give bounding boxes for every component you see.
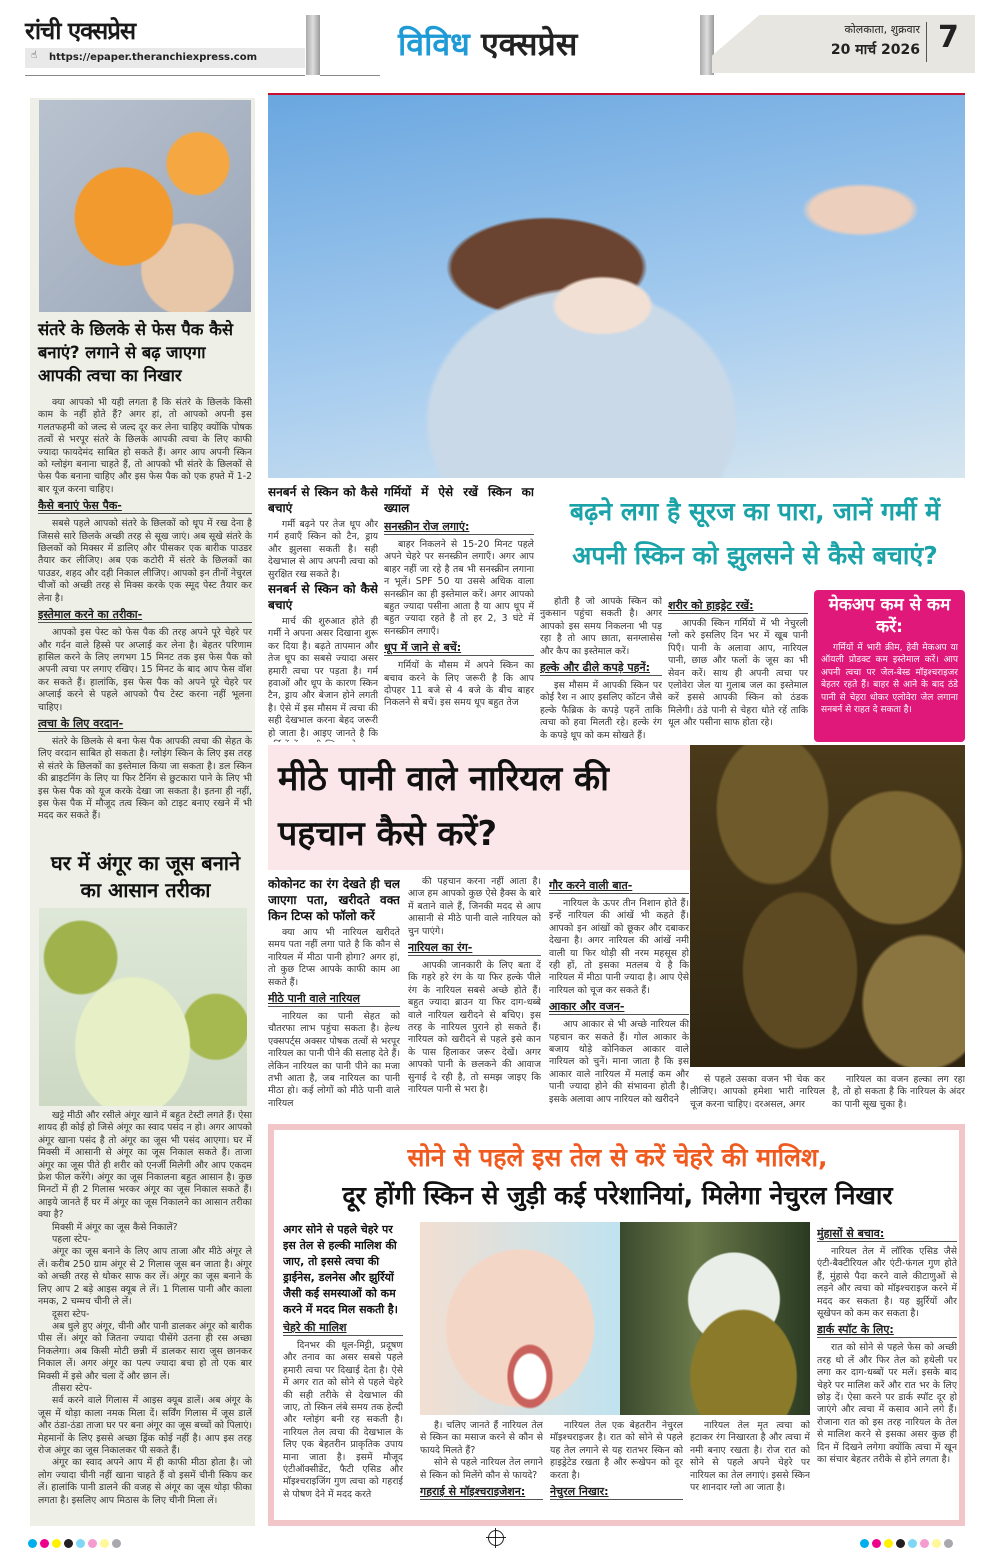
subheading: इस्तेमाल करने का तरीका- [38, 607, 252, 623]
paragraph: नारियल का वजन हल्का लग रहा है, तो हो सकता है कि नारियल के अंदर का पानी सूख चुका है। [832, 1074, 965, 1110]
subheading: नारियल का रंग- [408, 940, 541, 956]
subheading: शरीर को हाइड्रेट रखें: [668, 598, 808, 614]
subheading: हल्के और ढीले कपड़े पहनें: [540, 660, 662, 676]
paragraph: की पहचान करना नहीं आता है। आज हम आपको कुछ ऐसे हैक्स के बारे में बताने वाले हैं, जिनकी मदद से आप आसानी से मीठे पानी वाले नारियल को चुन पाएंगे। [408, 876, 541, 937]
subheading: सनबर्न से स्किन को कैसे बचाएं [268, 582, 378, 613]
header-pillar [306, 15, 320, 75]
orange-peel-photo [39, 100, 251, 312]
section-title: विविध एक्सप्रेस [398, 25, 578, 63]
coconut-col-5 [832, 1074, 965, 1120]
sun-woman-photo [268, 93, 965, 478]
oil-col-3 [550, 1420, 683, 1520]
coconut-col-1 [268, 876, 400, 1122]
subheading: मुंहासों से बचाव: [817, 1226, 957, 1242]
paragraph: सोने से पहले नारियल तेल लगाने से स्किन को मिलेंगे कौन से फायदे? [420, 1457, 543, 1481]
color-dot [88, 1539, 97, 1548]
color-dot [944, 1539, 953, 1548]
subheading: मीठे पानी वाले नारियल [268, 991, 400, 1007]
paragraph: नारियल के ऊपर तीन निशान होते हैं। इन्हें नारियल की आंखें भी कहते हैं। आपको इन आंखों को छूकर और दबाकर देखना है। अगर नारियल की आंखें नमी वाली या फिर थोड़ी सी नरम महसूस हो रही हों, तो इसका मतलब ये है कि नारियल में मीठा पानी ज्यादा है। आप ऐसे नारियल को चूज कर सकते हैं। [549, 898, 689, 996]
paragraph: मिक्सी में अंगूर का जूस कैसे निकालें? [52, 1221, 178, 1233]
subheading: चेहरे की मालिश [283, 1320, 403, 1336]
paragraph: गर्मियों के मौसम में अपने स्किन का बचाव करने के लिए जरूरी है कि आप दोपहर 11 बजे से 4 बजे के बीच बाहर निकलने से बचें। इस समय धूप बहुत तेज [384, 660, 534, 709]
paragraph: रात को सोने से पहले फेस को अच्छी तरह धो लें और फिर तेल को हथेली पर लगा कर दाग-धब्बों पर मलें। इसके बाद चेहरे पर मालिश करें और रात भर के लिए छोड़ दें। ऐसा करने पर डार्क स्पॉट दूर हो जाएंगे और त्वचा में कसाव आने लगे हैं। रोजाना रात को इस तरह नारियल के तेल से मालिश करने से इसका असर कुछ ही दिन में दिखने लगेगा क्योंकि त्वचा में खून का संचार बेहतर तरीके से होने लगता है। [817, 1342, 957, 1466]
color-dot [920, 1539, 929, 1548]
color-registration-dots [28, 1533, 124, 1552]
intro-text: अगर सोने से पहले चेहरे पर इस तेल से हल्की मालिश की जाए, तो इससे त्वचा की ड्राईनेस, डलनेस और झुर्रियों जैसी कई समस्याओं को कम करने में मदद मिल सकती है। [283, 1223, 398, 1316]
subheading: गर्मियों में ऐसे रखें स्किन का ख्याल [384, 485, 534, 515]
subheading: नेचुरल निखार: [550, 1484, 683, 1500]
subheading: सनस्क्रीन रोज लगाएं: [384, 519, 534, 535]
smiling-woman-photo [420, 1222, 620, 1415]
city-day: कोलकाता, शुक्रवार [844, 23, 920, 36]
subheading: डार्क स्पॉट के लिए: [817, 1322, 957, 1338]
makeup-tip-box [814, 590, 965, 742]
paragraph: खट्टे मीठी और रसीले अंगूर खाने में बहुत टेस्टी लगते हैं। ऐसा शायद ही कोई हो जिसे अंगूर का स्वाद पसंद न हो। अगर आपको अंगूर खाना पसंद है तो अंगूर का जूस भी पसंद आएगा। घर में मिक्सी में आसानी से अंगूर का जूस निकाल सकते हैं। ताजा अंगूर का जूस पीते ही शरीर को एनर्जी मिलेगी और आप एकदम फ्रेश फील करेंगे। अंगूर का जूस निकालना बहुत आसान है। कुछ मिनटों में ही 2 गिलास भरकर अंगूर का जूस निकाल सकते हैं। आइये जानते हैं घर में अंगूर का जूस निकालने का आसान तरीका क्या है? [38, 1110, 252, 1221]
oil-col-2 [420, 1420, 543, 1520]
coconut-col-3 [549, 876, 689, 1122]
paragraph: सर्व करने वाले गिलास में आइस क्यूब डालें। अब अंगूर के जूस में थोड़ा काला नमक मिला दें। सर्विंग गिलास में जूस डालें और ठंडा-ठंडा ताजा घर पर बना अंगूर का जूस बच्चों को पिलाएं। मेहमानों के लिए इससे अच्छा ड्रिंक कोई नहीं है। आप इस तरह रोज अंगूर का जूस निकालकर पी सकते हैं। [38, 1395, 252, 1456]
paragraph: सबसे पहले आपको संतरे के छिलकों को धूप में रख देना है जिससे सारे छिलके अच्छी तरह से सूख जाएं। अब सूखे संतरे के छिलकों को मिक्सर में डालिए और पीसकर एक बारीक पाउडर तैयार कर लीजिए। अब एक कटोरी में संतरे के छिलकों का पाउडर, शहद और दही निकाल लीजिए। आपको इन तीनों नेचुरल चीजों को अच्छी तरह से मिक्स करके एक स्मूद पेस्ट तैयार कर लेना है। [38, 518, 252, 604]
makeup-tip-text: गर्मियों में भारी क्रीम, हेवी मेकअप या ऑयली प्रोडक्ट कम इस्तेमाल करें। आप अपनी त्वचा पर जेल-बेस्ड मॉइश्चराइजर बेहतर रहते हैं। बाहर से आने के बाद ठंडे पानी से चेहरा धोकर एलोवेरा जेल लगाना सनबर्न से राहत दे सकता है। [821, 643, 958, 716]
sun-col-1 [268, 484, 378, 742]
color-dot [76, 1539, 85, 1548]
coconut-col-4 [690, 1074, 825, 1120]
paragraph: बाहर निकलने से 15-20 मिनट पहले अपने चेहरे पर सनस्क्रीन लगाएँ। अगर आप बाहर नहीं जा रहे है तब भी सनस्क्रीन लगाना न भूलें। SPF 50 या उससे अधिक वाला सनस्क्रीन का ही इस्तेमाल करें। अगर आपको बहुत ज्यादा पसीना आता है या आप धूप में बहुत ज्यादा रहते है तो हर 2, 3 घंटे में सनस्क्रीन लगाएँ। [384, 539, 534, 637]
issue-date: 20 मार्च 2026 [830, 42, 920, 58]
paragraph: गर्मी बढ़ने पर तेज धूप और गर्म हवाएँ स्किन को टैन, ड्राय और झुलसा सकती है। सही देखभाल से आप अपनी त्वचा को सुरक्षित रख सकते है। [268, 519, 378, 580]
oil-headline-2: दूर होंगी स्किन से जुड़ी कई परेशानियां, मिलेगा नेचुरल निखार [342, 1181, 893, 1210]
page-number: 7 [938, 20, 959, 55]
color-dot [112, 1539, 121, 1548]
header-pillar [700, 15, 714, 75]
color-dot [52, 1539, 61, 1548]
color-dot [896, 1539, 905, 1548]
paragraph: मार्च की शुरुआत होते ही गर्मी ने अपना असर दिखाना शुरू कर दिया है। बढ़ते तापमान और तेज धूप का सबसे ज्यादा असर हमारी त्वचा पर पड़ता है। गर्म हवाओं और धूप के कारण स्किन टैन, ड्राय और बेजान होने लगती है। ऐसे में इस मौसम में त्वचा की सही देखभाल करना बेहद जरूरी हो जाता है। आइए जानते है कि [268, 616, 378, 739]
color-dot [932, 1539, 941, 1548]
paragraph: नारियल तेल में लॉरिक एसिड जैसे एंटी-बैक्टीरियल और एंटी-फंगल गुण होते हैं, मुंहासे पैदा करने वाले कीटाणुओं से लड़ने और त्वचा को मॉइश्चराइज करने में मदद कर सकता है। यह झुर्रियों और सूखेपन को कम कर सकता है। [817, 1246, 957, 1320]
subheading: कैसे बनाएं फेस पैक- [38, 498, 252, 514]
paragraph: संतरे के छिलके से बना फेस पैक आपकी त्वचा की सेहत के लिए वरदान साबित हो सकता है। ग्लोइंग स्किन के लिए इस तरह से संतरे के छिलकों का इस्तेमाल किया जा सकता है। डल स्किन की ब्राइटनिंग के लिए या फिर टैनिंग से छुटकारा पाने के लिए भी इस फेस पैक को यूज करके देखा जा सकता है। इतना ही नहीं, इस फेस पैक में मौजूद तत्व स्किन को टाइट बनाए रखने में भी मदद कर सकते हैं। [38, 735, 252, 822]
oil-col-4 [690, 1420, 810, 1520]
subheading: गौर करने वाली बात- [549, 878, 689, 894]
coconut-headline: मीठे पानी वाले नारियल की पहचान कैसे करें? [278, 759, 609, 854]
color-dot [64, 1539, 73, 1548]
paragraph: आपको इस पेस्ट को फेस पैक की तरह अपने पूरे चेहरे पर और गर्दन वाले हिस्से पर अप्लाई कर लेना है। बेहतर परिणाम हासिल करने के लिए लगभग 15 मिनट तक इस फेस पैक को अपनी त्वचा पर लगाए रखिए। 15 मिनट के बाद आप फेस वॉश कर सकते हैं। हालांकि, इस फेस पैक को अपने पूरे चेहरे पर अप्लाई करने से पहले आपको पैच टेस्ट करना नहीं भूलना चाहिए। [38, 627, 252, 713]
grape-juice-photo [39, 908, 247, 1106]
orange-headline: संतरे के छिलके से फेस पैक कैसे बनाएं? लगाने से बढ़ जाएगा आपकी त्वचा का निखार [38, 320, 234, 385]
paragraph: दिनभर की धूल-मिट्टी, प्रदूषण और तनाव का असर सबसे पहले हमारी त्वचा पर दिखाई देता है। ऐसे में अगर रात को सोने से पहले चेहरे की सही तरीके से देखभाल की जाए, तो स्किन लंबे समय तक हेल्दी और ग्लोइंग बनी रह सकती है। नारियल तेल त्वचा की देखभाल के लिए एक बेहतरीन प्राकृतिक उपाय माना जाता है। इसमें मौजूद एंटीऑक्सीडेंट, फैटी एसिड और मॉइश्चराइजिंग गुण त्वचा को गहराई से पोषण देने में मदद करते [283, 1340, 403, 1500]
paragraph: होती है जो आपके स्किन को नुकसान पहुंचा सकती है। अगर आपको इस समय निकलना भी पड़ रहा है तो आप छाता, सनग्लासेस और कैप का इस्तेमाल करें। [540, 596, 662, 657]
color-dot [40, 1539, 49, 1548]
coconut-oil-photo [620, 1222, 810, 1415]
sun-col-4 [668, 596, 808, 742]
subheading: धूप में जाने से बचें: [384, 640, 534, 656]
paragraph: से पहले उसका वजन भी चेक कर लीजिए। आपको हमेशा भारी नारियल चूज करना चाहिए। दरअसल, अगर [690, 1074, 825, 1110]
paragraph: इस मौसम में आपकी स्किन पर कोई रैश न आए इसलिए कॉटन जैसे हल्के फैब्रिक के कपड़े पहनें ताकि त्वचा को हवा मिलती रहे। हल्के रंग के कपड़े धूप को कम सोखते हैं। [540, 680, 662, 741]
coconut-photo [690, 745, 965, 1067]
color-dot [100, 1539, 109, 1548]
paragraph: क्या आपको भी यही लगता है कि संतरे के छिलके किसी काम के नहीं होते हैं? अगर हां, तो आपको अपनी इस गलतफहमी को जल्द से जल्द दूर कर लेना चाहिए क्योंकि पोषक तत्वों से भरपूर संतरे के छिलके आपकी त्वचा के लिए काफी ज्यादा फायदेमंद साबित हो सकते हैं। अगर आप अपनी स्किन को ग्लोइंग बनाना चाहते हैं, तो आपको भी संतरे के छिलकों से फेस पैक बनाना चाहिए और इस फेस पैक को एक हफ्ते में 1-2 बार यूज करना चाहिए। [38, 397, 252, 495]
color-dot [884, 1539, 893, 1548]
paragraph: अंगूर का स्वाद अपने आप में ही काफी मीठा होता है। जो लोग ज्यादा चीनी नहीं खाना चाहते हैं वो इसमें चीनी स्किप कर लें। हालांकि पानी डालने की वजह से अंगूर का जूस थोड़ा फीका लगता है। इसलिए आप मिठास के लिए चीनी मिला लें। [38, 1457, 252, 1506]
subheading: गहराई से मॉइश्चराइजेशन: [420, 1484, 543, 1500]
paragraph: दूसरा स्टेप- [52, 1308, 90, 1320]
paragraph: आपकी स्किन गर्मियों में भी नेचुरली ग्लो करे इसलिए दिन भर में खूब पानी पिएँ। पानी के अलावा आप, नारियल पानी, छाछ और फलों के जूस का भी सेवन करें। साथ ही अपनी त्वचा पर एलोवेरा जेल या गुलाब जल का इस्तेमाल करें इससे आपकी स्किन को ठंडक मिलेगी। ठंडे पानी से चेहरा धोते रहें ताकि धूल और पसीना साफ होता रहे। [668, 618, 808, 729]
paragraph: आपकी जानकारी के लिए बता दें कि गहरे हरे रंग के या फिर हल्के पीले रंग के नारियल सबसे अच्छे होते हैं। बहुत ज्यादा ब्राउन या फिर दाग-धब्बे वाले नारियल खरीदने से बचिए। इस तरह के नारियल पुराने हो सकते हैं। नारियल को खरीदने से पहले इसे कान के पास हिलाकर जरूर देखें। अगर आपको पानी के छलकने की आवाज सुनाई दे रही है, तो समझ जाइए कि नारियल पानी से भरा है। [408, 960, 541, 1096]
orange-article-body [38, 397, 252, 845]
color-dot [908, 1539, 917, 1548]
paragraph: तीसरा स्टेप- [52, 1382, 93, 1394]
sun-col-3 [540, 596, 662, 742]
epaper-url[interactable]: ☝ https://epaper.theranchiexpress.com [25, 48, 305, 68]
grape-article-body [38, 1110, 252, 1525]
subheading: त्वचा के लिए वरदान- [38, 716, 252, 732]
color-dot [872, 1539, 881, 1548]
grape-headline: घर में अंगूर का जूस बनाने का आसान तरीका [50, 851, 241, 902]
hand-icon: ☝ [31, 50, 38, 61]
paragraph: नारियल तेल एक बेहतरीन नेचुरल मॉइश्चराइजर है। रात को सोने से पहले यह तेल लगाने से यह रातभर स्किन को हाइड्रेटेड रखता है और रूखेपन को दूर करता है। [550, 1420, 683, 1481]
coconut-col-2 [408, 876, 541, 1122]
registration-mark-icon [488, 1530, 504, 1546]
paragraph: आप आकार से भी अच्छे नारियल की पहचान कर सकते हैं। गोल आकार के बजाय थोड़े कोनिकल आकार वाले नारियल को चुनें। माना जाता है कि इस आकार वाले नारियल में मलाई कम और पानी ज्यादा होने की संभावना होती है। इसके अलावा आप नारियल को खरीदने [549, 1019, 689, 1105]
subheading: कोकोनट का रंग देखते ही चल जाएगा पता, खरीदते वक्त किन टिप्स को फॉलो करें [268, 877, 400, 923]
paragraph: अब धुले हुए अंगूर, चीनी और पानी डालकर अंगूर को बारीक पीस लें। अंगूर को जितना ज्यादा पीसेंगे उतना ही रस अच्छा निकलेगा। अब किसी मोटी छन्नी में डालकर सारा जूस छानकर निकाल लें। अगर अंगूर का पल्प ज्यादा बचा हो तो एक बार मिक्सी में इसे और चला दें और छान लें। [38, 1320, 252, 1382]
paragraph: पहला स्टेप- [52, 1234, 91, 1246]
color-dot [860, 1539, 869, 1548]
sun-col-2 [384, 484, 534, 742]
oil-col-5 [817, 1224, 957, 1520]
makeup-tip-title: मेकअप कम से कम करें: [828, 595, 951, 637]
paragraph: है। चलिए जानते हैं नारियल तेल से स्किन का मसाज करने से कौन से फायदे मिलते हैं? [420, 1420, 543, 1456]
paragraph: अंगूर का जूस बनाने के लिए आप ताजा और मीठे अंगूर ले लें। करीब 250 ग्राम अंगूर से 2 गिलास जूस बन जाता है। अंगूर को अच्छी तरह से धोकर साफ कर लें। अंगूर का जूस बनाने के लिए आप 2 बड़े आइस क्यूब ले लें। 1 गिलास पानी और काला नमक, 2 चम्मच चीनी ले लें। [38, 1246, 252, 1308]
oil-col-1 [283, 1222, 403, 1520]
subheading: आकार और वजन- [549, 999, 689, 1015]
subheading: सनबर्न से स्किन को कैसे बचाएं [268, 485, 378, 515]
paragraph: क्या आप भी नारियल खरीदते समय पता नहीं लगा पाते है कि कौन से नारियल में मीठा पानी होगा? अगर हां, तो कुछ टिप्स आपके काफी काम आ सकते हैं। [268, 927, 400, 988]
color-dot [28, 1539, 37, 1548]
paragraph: नारियल तेल मृत त्वचा को हटाकर रंग निखारता है और त्वचा में नमी बनाए रखता है। रोज रात को सोने से पहले अपने चेहरे पर नारियल का तेल लगाएं। इससे स्किन पर शानदार ग्लो आ जाता है। [690, 1420, 810, 1494]
paragraph: नारियल का पानी सेहत को चौतरफा लाभ पहुंचा सकता है। हेल्थ एक्सपर्ट्स अक्सर पोषक तत्वों से भरपूर नारियल का पानी पीने की सलाह देते हैं। लेकिन नारियल का पानी पीने का मजा तभी आता है, जब नारियल का पानी मीठा हो। कई लोगों को मीठे पानी वाले नारियल [268, 1011, 400, 1109]
sun-headline: बढ़ने लगा है सूरज का पारा, जानें गर्मी में अपनी स्किन को झुलसने से कैसे बचाएं? [569, 497, 941, 570]
color-registration-dots [860, 1533, 956, 1552]
newspaper-logo: रांची एक्सप्रेस [25, 17, 136, 45]
oil-headline-1: सोने से पहले इस तेल से करें चेहरे की मालिश, [407, 1143, 828, 1172]
